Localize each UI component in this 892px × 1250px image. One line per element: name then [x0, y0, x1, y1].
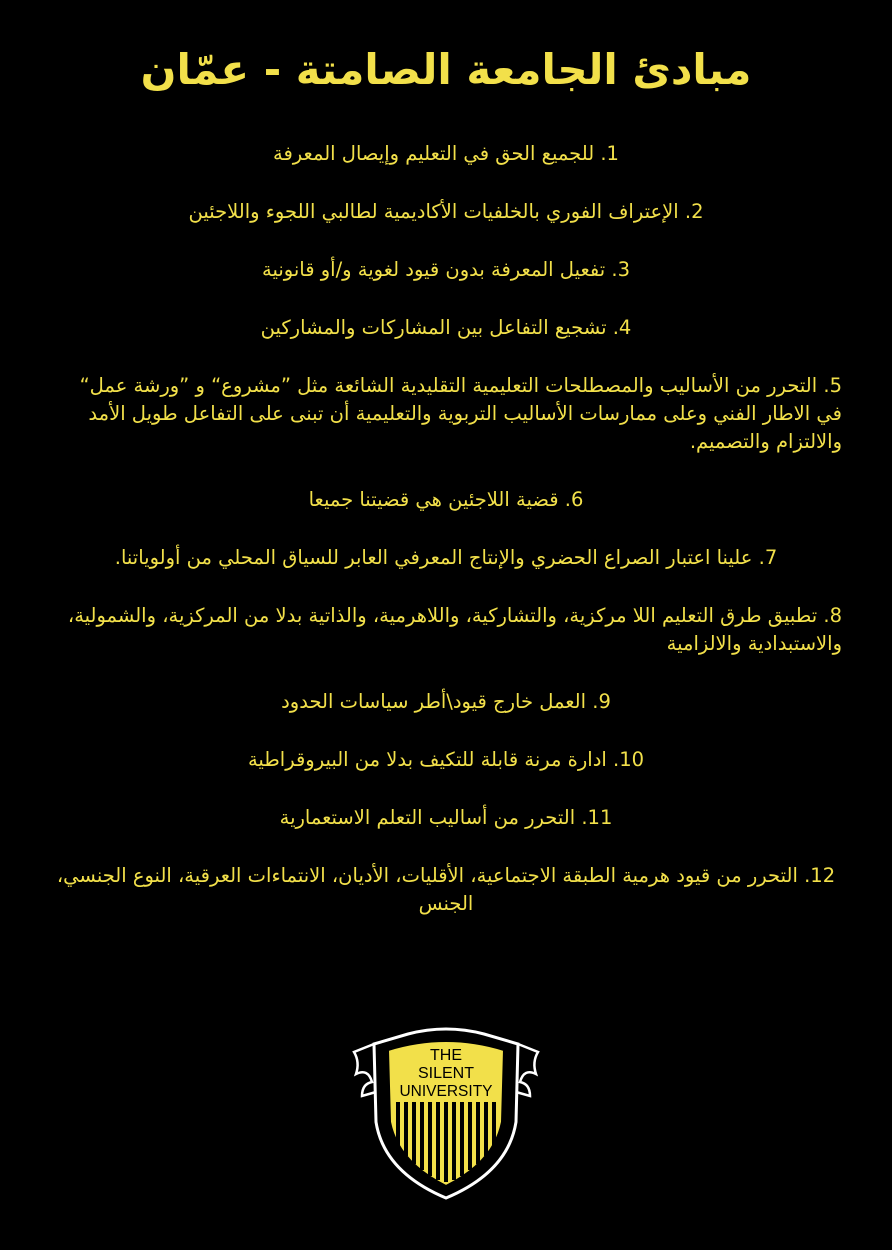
principle-number: 2. — [684, 200, 704, 223]
principle-number: 4. — [612, 316, 632, 339]
principle-number: 10. — [613, 748, 645, 771]
principle-number: 6. — [564, 488, 584, 511]
principle-item — [50, 140, 842, 168]
principle-text: العمل خارج قيود\أطر سياسات الحدود — [281, 690, 587, 713]
principle-number: 1. — [600, 142, 619, 165]
principle-number: 11. — [581, 806, 613, 829]
principle-item — [50, 256, 842, 284]
principle-item — [50, 688, 842, 716]
silent-university-logo — [348, 1022, 544, 1202]
principle-number: 9. — [592, 690, 611, 713]
principle-text: تشجيع التفاعل بين المشاركات والمشاركين — [260, 316, 607, 339]
principle-text: التحرر من أساليب التعلم الاستعمارية — [279, 806, 576, 829]
principle-number: 8. — [823, 604, 842, 627]
principle-text: التحرر من الأساليب والمصطلحات التعليمية التقليدية الشائعة مثل ”مشروع“ و ”ورشة عمل“ في الاطار الفني وعلى ممارسات الأساليب التربوية والتعليمية أن تبنى على التفاعل طويل الأمد والالتزام والتصميم. — [79, 374, 842, 453]
principle-item — [50, 602, 842, 658]
principle-text: علينا اعتبار الصراع الحضري والإنتاج المعرفي العابر للسياق المحلي من أولوياتنا. — [114, 546, 753, 569]
principle-text: للجميع الحق في التعليم وإيصال المعرفة — [273, 142, 595, 165]
principle-item — [50, 746, 842, 774]
principle-text: قضية اللاجئين هي قضيتنا جميعا — [308, 488, 559, 511]
principle-number: 7. — [758, 546, 778, 569]
principle-text: التحرر من قيود هرمية الطبقة الاجتماعية، الأقليات، الأديان، الانتماءات العرقية، النوع الجنسي، الجنس — [56, 864, 798, 915]
principle-text: الإعتراف الفوري بالخلفيات الأكاديمية لطالبي اللجوء واللاجئين — [188, 200, 679, 223]
principle-text: تطبيق طرق التعليم اللا مركزية، والتشاركية، واللاهرمية، والذاتية بدلا من المركزية، والشمولية، والاستبدادية والالزامية — [67, 604, 842, 655]
logo-line-3: UNIVERSITY — [399, 1083, 493, 1100]
logo-line-2: SILENT — [417, 1065, 475, 1082]
page-title: مبادئ الجامعة الصامتة - عمّان — [140, 45, 752, 94]
logo-line-1: THE — [430, 1047, 462, 1064]
principle-item — [50, 804, 842, 832]
principle-number: 5. — [823, 374, 842, 397]
principle-item — [50, 862, 842, 918]
principle-text: تفعيل المعرفة بدون قيود لغوية و/أو قانونية — [262, 258, 606, 281]
principle-item — [50, 372, 842, 456]
principle-number: 12. — [804, 864, 836, 887]
principle-item — [50, 486, 842, 514]
principle-item — [50, 198, 842, 226]
principle-text: ادارة مرنة قابلة للتكيف بدلا من البيروقراطية — [247, 748, 607, 771]
principles-list — [50, 140, 842, 948]
principle-item — [50, 314, 842, 342]
principle-item — [50, 544, 842, 572]
principle-number: 3. — [611, 258, 630, 281]
